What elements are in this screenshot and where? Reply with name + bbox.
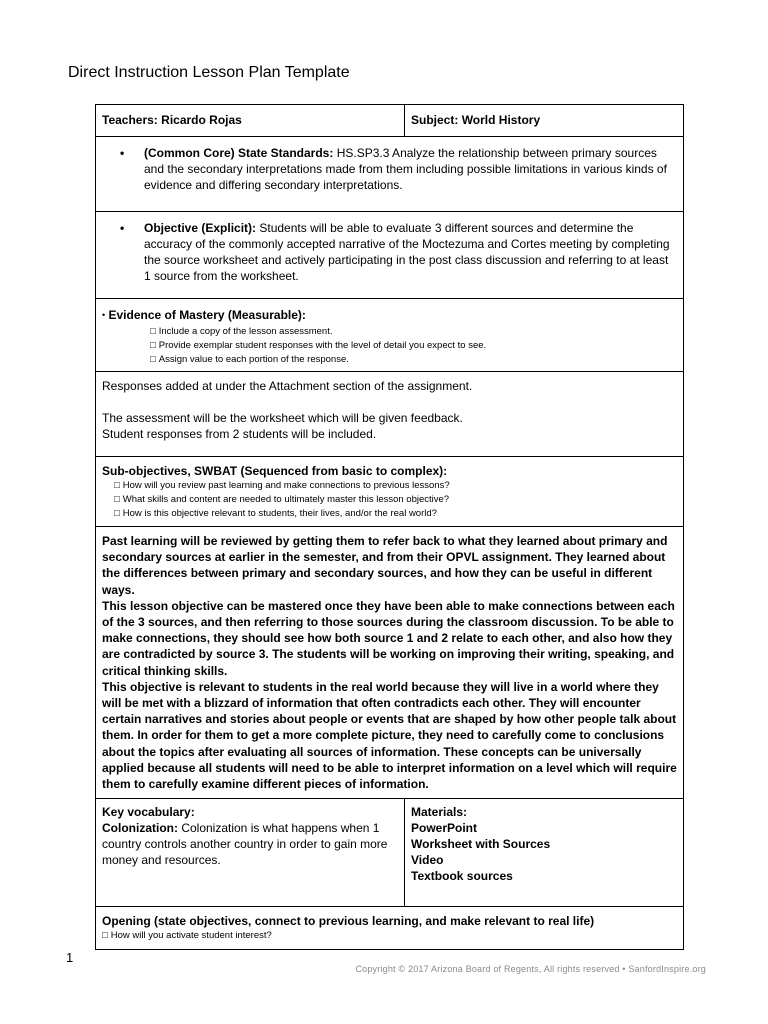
list-item: □ Provide exemplar student responses with the level of detail you expect to see. — [150, 339, 677, 353]
materials-label: Materials: — [411, 805, 468, 819]
document-title: Direct Instruction Lesson Plan Template — [68, 64, 350, 81]
relevance-paragraph: This objective is relevant to students in the real world because they will live in a world where they will be met with a blizzard of information that often contradicts each other. They will encounter certain narratives and stories about people or events that are shaped by how other people talk about them. In order for them to get a more complete picture, they need to carefully come to conclusions about the topics after evaluating all sources of information. These concepts can be universally applied because all students will need to be able to interpret information on a level which will require them to carefully examine different pieces of information. — [102, 679, 677, 792]
subobjectives-label: Sub-objectives, SWBAT (Sequenced from basic to complex): — [102, 464, 448, 478]
list-item: □ How is this objective relevant to students, their lives, and/or the real world? — [114, 507, 677, 521]
standards-row — [96, 136, 683, 211]
materials-cell — [405, 799, 683, 906]
list-item: □ Assign value to each portion of the response. — [150, 353, 677, 367]
evidence-row — [96, 298, 683, 371]
material-item: Video — [411, 853, 444, 867]
vocabulary-term: Colonization: — [102, 821, 178, 835]
responses-line: The assessment will be the worksheet which will be given feedback. — [102, 411, 463, 425]
opening-row — [96, 906, 683, 949]
responses-line: Student responses from 2 students will be included. — [102, 427, 377, 441]
subject-label: Subject: — [411, 113, 459, 127]
objective-row — [96, 211, 683, 298]
opening-checklist — [102, 929, 677, 943]
subject-cell — [405, 105, 683, 136]
teachers-cell — [96, 105, 405, 136]
list-item: □ How will you activate student interest? — [102, 929, 677, 943]
page-number: 1 — [66, 950, 74, 965]
subobjectives-checklist — [102, 479, 677, 521]
vocabulary-materials-row — [96, 798, 683, 906]
vocabulary-definition: Colonization is what happens when 1 country controls another country in order to gain more money and resources. — [102, 821, 388, 867]
subject-value: World History — [461, 113, 541, 127]
objective-label: Objective (Explicit): — [144, 221, 257, 235]
past-learning-paragraph: Past learning will be reviewed by getting them to refer back to what they learned about primary and secondary sources at earlier in the semester, and from their OPVL assignment. They learned about the differences between primary and secondary sources, and how they can be useful in different ways. — [102, 534, 668, 597]
vocabulary-label: Key vocabulary: — [102, 805, 195, 819]
copyright-footer: Copyright © 2017 Arizona Board of Regents, All rights reserved • SanfordInspire.org — [355, 964, 706, 974]
material-item: Textbook sources — [411, 869, 513, 883]
responses-row — [96, 371, 683, 456]
list-item: □ Include a copy of the lesson assessment. — [150, 325, 677, 339]
responses-line: Responses added at under the Attachment section of the assignment. — [102, 379, 473, 393]
subobjectives-row — [96, 456, 683, 526]
lesson-plan-table — [95, 104, 684, 950]
evidence-checklist — [102, 325, 677, 367]
bullet-icon: • — [102, 310, 106, 320]
opening-label: Opening (state objectives, connect to previous learning, and make relevant to real life) — [102, 914, 595, 928]
material-item: Worksheet with Sources — [411, 837, 551, 851]
teachers-label: Teachers: — [102, 113, 158, 127]
teachers-value: Ricardo Rojas — [161, 113, 242, 127]
mastery-paragraph: This lesson objective can be mastered once they have been able to make connections between each of the 3 sources, and then referring to those sources during the classroom discussion. To be able to make connections, they should see how both source 1 and 2 relate to each other, and also how they are contradicted by source 3. The students will be working on improving their writing, speaking, and critical thinking skills. — [102, 598, 675, 678]
bullet-icon: • — [120, 221, 125, 235]
list-item: □ What skills and content are needed to ultimately master this lesson objective? — [114, 493, 677, 507]
vocabulary-cell — [96, 799, 405, 906]
bullet-icon: • — [120, 146, 125, 160]
objective-text: Students will be able to evaluate 3 different sources and determine the accuracy of the commonly accepted narrative of the Moctezuma and Cortes meeting by completing the source worksheet and actively participating in the post class discussion and referring to at least 1 source from the worksheet. — [144, 221, 670, 283]
header-row — [96, 105, 683, 136]
standards-label: (Common Core) State Standards: — [144, 146, 334, 160]
list-item: □ How will you review past learning and make connections to previous lessons? — [114, 479, 677, 493]
material-item: PowerPoint — [411, 821, 478, 835]
past-learning-row — [96, 526, 683, 798]
evidence-label: Evidence of Mastery (Measurable): — [108, 308, 306, 322]
standards-text: HS.SP3.3 Analyze the relationship between primary sources and the secondary interpretations made from them including possible limitations in various kinds of evidence and differing secondary interpretations. — [144, 146, 667, 192]
